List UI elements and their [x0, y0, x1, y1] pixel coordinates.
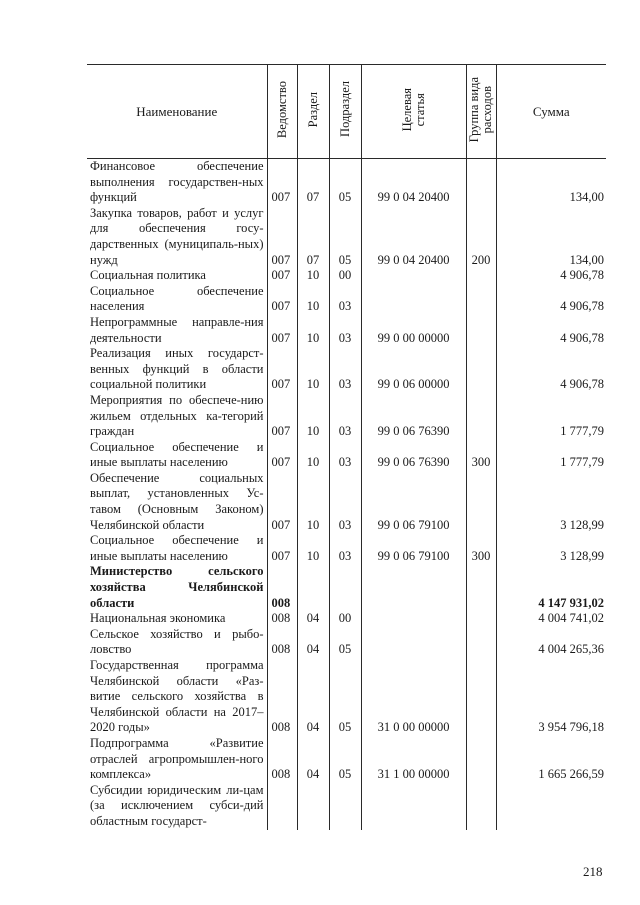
row-name: Финансовое обеспечение выполнения государствен-ных функций — [87, 159, 267, 206]
table-row — [87, 658, 606, 736]
table-row — [87, 159, 606, 206]
row-expense-group — [466, 627, 496, 658]
row-expense-group — [466, 658, 496, 736]
row-sum: 3 954 796,18 — [496, 658, 606, 736]
row-name: Социальное обеспечение и иные выплаты населению — [87, 533, 267, 564]
row-target-article — [361, 564, 466, 611]
row-expense-group: 300 — [466, 533, 496, 564]
row-expense-group — [466, 471, 496, 533]
row-expense-group — [466, 783, 496, 830]
row-name: Государственная программа Челябинской области «Раз-витие сельского хозяйства в Челябинской области на 2017–2020 годы» — [87, 658, 267, 736]
row-subsection — [329, 564, 361, 611]
row-target-article: 99 0 06 00000 — [361, 346, 466, 393]
row-name: Сельское хозяйство и рыбо-ловство — [87, 627, 267, 658]
row-sum: 134,00 — [496, 206, 606, 268]
row-target-article: 99 0 04 20400 — [361, 159, 466, 206]
row-sum — [496, 783, 606, 830]
row-section: 10 — [297, 315, 329, 346]
row-expense-group — [466, 393, 496, 440]
header-target-article-label: Целевая статья — [399, 87, 427, 131]
row-section: 10 — [297, 268, 329, 284]
table-row — [87, 440, 606, 471]
row-department: 008 — [267, 736, 297, 783]
row-name: Социальное обеспечение и иные выплаты населению — [87, 440, 267, 471]
row-subsection: 03 — [329, 471, 361, 533]
row-name: Закупка товаров, работ и услуг для обеспечения госу-дарственных (муниципаль-ных) нужд — [87, 206, 267, 268]
header-section — [297, 65, 329, 159]
row-section: 04 — [297, 658, 329, 736]
row-sum: 3 128,99 — [496, 471, 606, 533]
row-expense-group — [466, 268, 496, 284]
row-section: 07 — [297, 159, 329, 206]
table-row — [87, 736, 606, 783]
row-department: 007 — [267, 284, 297, 315]
row-name: Подпрограмма «Развитие отраслей агропромышлен-ного комплекса» — [87, 736, 267, 783]
row-name: Национальная экономика — [87, 611, 267, 627]
header-department-label: Ведомство — [274, 80, 289, 138]
row-subsection: 03 — [329, 315, 361, 346]
row-sum: 1 665 266,59 — [496, 736, 606, 783]
row-section: 10 — [297, 471, 329, 533]
table-row — [87, 611, 606, 627]
row-section: 04 — [297, 611, 329, 627]
row-subsection — [329, 783, 361, 830]
row-department: 008 — [267, 627, 297, 658]
row-section: 07 — [297, 206, 329, 268]
header-target-article — [361, 65, 466, 159]
row-department: 007 — [267, 159, 297, 206]
row-target-article — [361, 611, 466, 627]
row-sum: 4 147 931,02 — [496, 564, 606, 611]
row-subsection: 00 — [329, 611, 361, 627]
row-subsection: 03 — [329, 346, 361, 393]
row-name: Субсидии юридическим ли-цам (за исключением субси-дий областным государст- — [87, 783, 267, 830]
row-subsection: 05 — [329, 658, 361, 736]
row-sum: 4 906,78 — [496, 284, 606, 315]
table-row — [87, 471, 606, 533]
table-row — [87, 783, 606, 830]
row-sum: 4 906,78 — [496, 268, 606, 284]
row-name: Мероприятия по обеспече-нию жильем отдельных ка-тегорий граждан — [87, 393, 267, 440]
row-target-article: 99 0 00 00000 — [361, 315, 466, 346]
row-subsection: 03 — [329, 440, 361, 471]
row-target-article: 99 0 06 76390 — [361, 440, 466, 471]
header-expense-group — [466, 65, 496, 159]
header-expense-group-label: Группа вида расходов — [467, 76, 494, 142]
row-section: 04 — [297, 736, 329, 783]
row-department: 008 — [267, 658, 297, 736]
row-name: Социальное обеспечение населения — [87, 284, 267, 315]
table-row — [87, 533, 606, 564]
table-row — [87, 564, 606, 611]
row-expense-group — [466, 315, 496, 346]
header-sum: Сумма — [496, 65, 606, 159]
row-expense-group: 200 — [466, 206, 496, 268]
table-row — [87, 627, 606, 658]
row-department: 007 — [267, 315, 297, 346]
table-row — [87, 393, 606, 440]
row-section: 10 — [297, 284, 329, 315]
row-target-article — [361, 627, 466, 658]
row-target-article: 31 1 00 00000 — [361, 736, 466, 783]
row-target-article — [361, 268, 466, 284]
row-target-article: 99 0 06 79100 — [361, 533, 466, 564]
row-section: 10 — [297, 346, 329, 393]
row-department: 007 — [267, 346, 297, 393]
row-name: Обеспечение социальных выплат, установленных Ус-тавом (Основным Законом) Челябинской области — [87, 471, 267, 533]
row-expense-group — [466, 159, 496, 206]
table-row — [87, 284, 606, 315]
row-department: 007 — [267, 440, 297, 471]
row-sum: 1 777,79 — [496, 440, 606, 471]
page-number: 218 — [583, 864, 603, 879]
row-subsection: 03 — [329, 284, 361, 315]
row-name: Реализация иных государст-венных функций в области социальной политики — [87, 346, 267, 393]
row-department: 007 — [267, 268, 297, 284]
row-expense-group — [466, 736, 496, 783]
row-name: Непрограммные направле-ния деятельности — [87, 315, 267, 346]
row-sum: 4 906,78 — [496, 315, 606, 346]
row-department: 007 — [267, 471, 297, 533]
row-target-article — [361, 783, 466, 830]
table-row — [87, 206, 606, 268]
row-subsection: 05 — [329, 736, 361, 783]
row-department — [267, 783, 297, 830]
table-body — [87, 159, 606, 830]
row-department: 008 — [267, 611, 297, 627]
row-subsection: 05 — [329, 206, 361, 268]
row-section — [297, 783, 329, 830]
row-sum: 4 906,78 — [496, 346, 606, 393]
row-section — [297, 564, 329, 611]
table-row — [87, 315, 606, 346]
row-expense-group — [466, 284, 496, 315]
row-subsection: 00 — [329, 268, 361, 284]
row-target-article: 99 0 06 76390 — [361, 393, 466, 440]
header-subsection-label: Подраздел — [337, 81, 352, 138]
row-section: 10 — [297, 533, 329, 564]
row-sum: 134,00 — [496, 159, 606, 206]
table-row — [87, 346, 606, 393]
header-subsection — [329, 65, 361, 159]
row-subsection: 05 — [329, 159, 361, 206]
row-target-article: 99 0 04 20400 — [361, 206, 466, 268]
row-target-article: 99 0 06 79100 — [361, 471, 466, 533]
row-subsection: 03 — [329, 393, 361, 440]
row-sum: 3 128,99 — [496, 533, 606, 564]
table-row — [87, 268, 606, 284]
row-section: 10 — [297, 440, 329, 471]
budget-table — [87, 64, 606, 830]
row-department: 007 — [267, 206, 297, 268]
row-target-article: 31 0 00 00000 — [361, 658, 466, 736]
row-subsection: 05 — [329, 627, 361, 658]
row-sum: 4 004 741,02 — [496, 611, 606, 627]
row-name: Социальная политика — [87, 268, 267, 284]
row-expense-group — [466, 346, 496, 393]
row-department: 007 — [267, 533, 297, 564]
row-sum: 1 777,79 — [496, 393, 606, 440]
header-department — [267, 65, 297, 159]
row-subsection: 03 — [329, 533, 361, 564]
row-name: Министерство сельского хозяйства Челябинской области — [87, 564, 267, 611]
row-expense-group — [466, 611, 496, 627]
row-expense-group — [466, 564, 496, 611]
row-section: 10 — [297, 393, 329, 440]
row-department: 008 — [267, 564, 297, 611]
row-expense-group: 300 — [466, 440, 496, 471]
header-name: Наименование — [87, 65, 267, 159]
row-department: 007 — [267, 393, 297, 440]
header-section-label: Раздел — [305, 91, 320, 127]
row-sum: 4 004 265,36 — [496, 627, 606, 658]
table-header — [87, 65, 606, 159]
row-target-article — [361, 284, 466, 315]
row-section: 04 — [297, 627, 329, 658]
